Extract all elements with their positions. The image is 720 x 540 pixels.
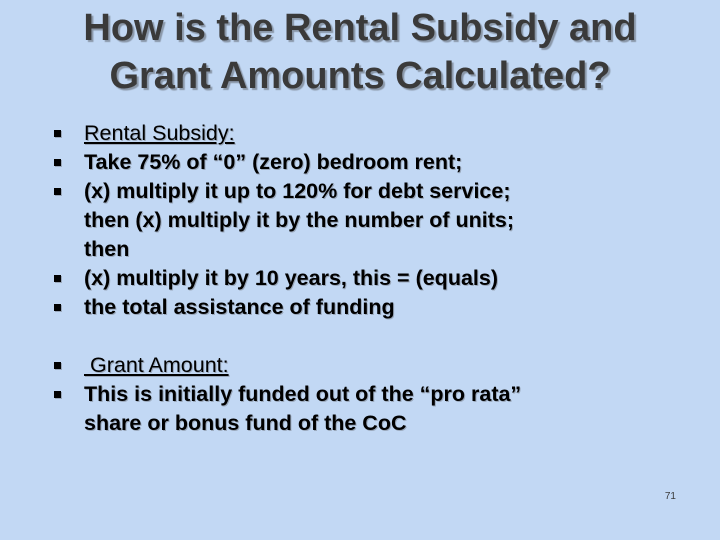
square-bullet-icon: [54, 391, 61, 398]
square-bullet-icon: [54, 130, 61, 137]
bullet-item-take-rent: [54, 148, 694, 177]
bullet-text: Take 75% of “0” (zero) bedroom rent;: [84, 150, 463, 174]
bullet-list: [54, 119, 694, 438]
square-bullet-icon: [54, 159, 61, 166]
bullet-text: Rental Subsidy:: [84, 121, 235, 145]
bullet-item-total-assistance: [54, 293, 694, 322]
bullet-text: Grant Amount:: [84, 353, 229, 377]
bullet-text: the total assistance of funding: [84, 295, 395, 319]
bullet-item-pro-rata: [54, 380, 694, 409]
bullet-continuation: then: [84, 237, 130, 261]
bullet-text: (x) multiply it up to 120% for debt service;: [84, 179, 511, 203]
square-bullet-icon: [54, 188, 61, 195]
bullet-item-rental-subsidy: [54, 119, 694, 148]
title-line-2: Grant Amounts Calculated?: [109, 55, 611, 97]
spacer: [54, 322, 694, 351]
slide-title: [20, 4, 700, 100]
square-bullet-icon: [54, 275, 61, 282]
bullet-text: This is initially funded out of the “pro rata”: [84, 382, 522, 406]
bullet-continuation: share or bonus fund of the CoC: [84, 411, 407, 435]
square-bullet-icon: [54, 362, 61, 369]
title-line-1: How is the Rental Subsidy and: [83, 7, 637, 49]
page-number: 71: [664, 491, 676, 502]
bullet-item-multiply-years: [54, 264, 694, 293]
bullet-item-grant-amount: [54, 351, 694, 380]
square-bullet-icon: [54, 304, 61, 311]
bullet-item-multiply-debt: [54, 177, 694, 206]
bullet-continuation: then (x) multiply it by the number of units;: [84, 208, 514, 232]
bullet-text: (x) multiply it by 10 years, this = (equals): [84, 266, 499, 290]
